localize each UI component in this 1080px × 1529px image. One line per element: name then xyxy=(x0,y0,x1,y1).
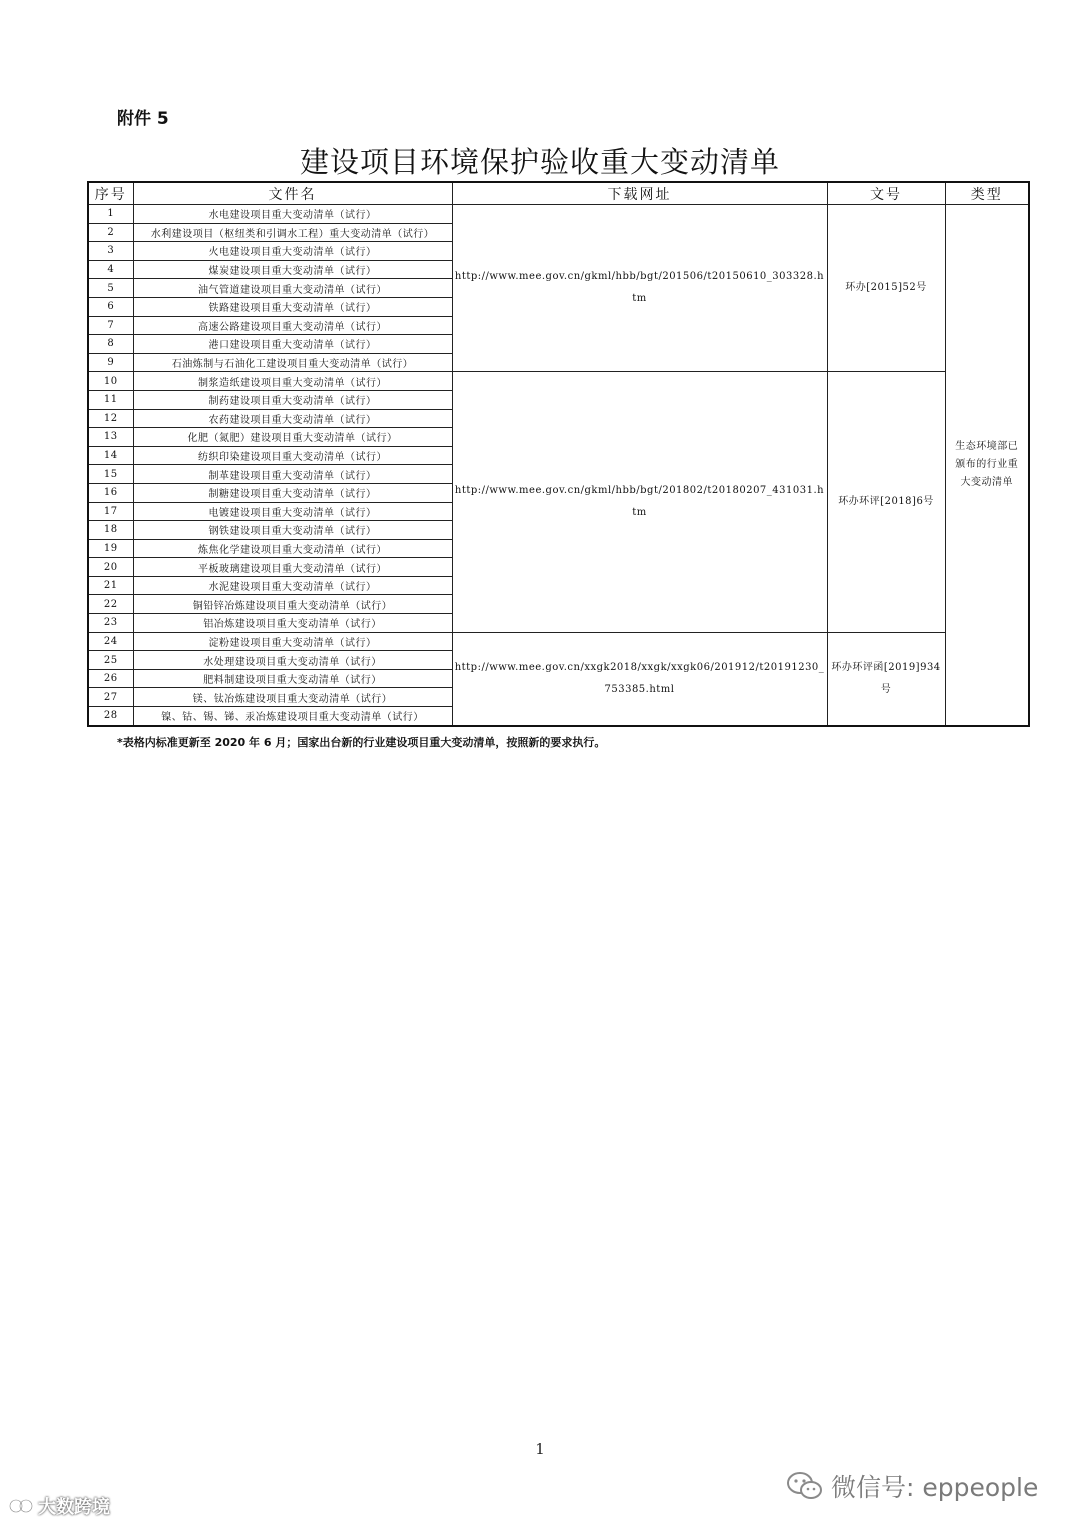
file-name: 化肥（氮肥）建设项目重大变动清单（试行） xyxy=(133,428,452,447)
row-number: 18 xyxy=(88,521,133,540)
wechat-icon xyxy=(785,1470,825,1502)
file-name: 炼焦化学建设项目重大变动清单（试行） xyxy=(133,539,452,558)
doc-number: 环办[2015]52号 xyxy=(827,205,945,372)
file-name: 高速公路建设项目重大变动清单（试行） xyxy=(133,316,452,335)
file-name: 水利建设项目（枢纽类和引调水工程）重大变动清单（试行） xyxy=(133,223,452,242)
header-no: 序号 xyxy=(88,182,133,205)
file-name: 煤炭建设项目重大变动清单（试行） xyxy=(133,260,452,279)
file-name: 镍、钴、锡、锑、汞冶炼建设项目重大变动清单（试行） xyxy=(133,707,452,726)
row-number: 11 xyxy=(88,390,133,409)
row-number: 15 xyxy=(88,465,133,484)
file-name: 石油炼制与石油化工建设项目重大变动清单（试行） xyxy=(133,353,452,372)
header-download-url: 下载网址 xyxy=(452,182,827,205)
row-number: 13 xyxy=(88,428,133,447)
file-name: 制浆造纸建设项目重大变动清单（试行） xyxy=(133,372,452,391)
download-url[interactable]: http://www.mee.gov.cn/gkml/hbb/bgt/201802/t20180207_431031.htm xyxy=(452,372,827,632)
file-name: 纺织印染建设项目重大变动清单（试行） xyxy=(133,446,452,465)
table-row xyxy=(88,372,1029,391)
row-number: 28 xyxy=(88,707,133,726)
row-number: 5 xyxy=(88,279,133,298)
file-name: 铁路建设项目重大变动清单（试行） xyxy=(133,297,452,316)
row-number: 10 xyxy=(88,372,133,391)
row-number: 20 xyxy=(88,558,133,577)
file-name: 平板玻璃建设项目重大变动清单（试行） xyxy=(133,558,452,577)
file-name: 制革建设项目重大变动清单（试行） xyxy=(133,465,452,484)
row-number: 9 xyxy=(88,353,133,372)
file-name: 铝冶炼建设项目重大变动清单（试行） xyxy=(133,614,452,633)
row-number: 16 xyxy=(88,483,133,502)
file-name: 铜铅锌冶炼建设项目重大变动清单（试行） xyxy=(133,595,452,614)
download-url[interactable]: http://www.mee.gov.cn/gkml/hbb/bgt/201506/t20150610_303328.htm xyxy=(452,205,827,372)
file-name: 油气管道建设项目重大变动清单（试行） xyxy=(133,279,452,298)
file-name: 火电建设项目重大变动清单（试行） xyxy=(133,242,452,261)
row-number: 24 xyxy=(88,632,133,651)
header-type: 类型 xyxy=(945,182,1029,205)
table-header-row xyxy=(88,182,1029,205)
doc-number: 环办环评[2018]6号 xyxy=(827,372,945,632)
row-number: 17 xyxy=(88,502,133,521)
watermark-left-text: 大数跨境 xyxy=(38,1497,110,1518)
download-url[interactable]: http://www.mee.gov.cn/xxgk2018/xxgk/xxgk06/201912/t20191230_753385.html xyxy=(452,632,827,725)
file-name: 镁、钛冶炼建设项目重大变动清单（试行） xyxy=(133,688,452,707)
file-name: 水泥建设项目重大变动清单（试行） xyxy=(133,576,452,595)
file-name: 水处理建设项目重大变动清单（试行） xyxy=(133,651,452,670)
file-name: 制糖建设项目重大变动清单（试行） xyxy=(133,483,452,502)
row-number: 3 xyxy=(88,242,133,261)
watermark-right-text: 微信号: eppeople xyxy=(831,1473,1039,1502)
row-number: 25 xyxy=(88,651,133,670)
file-name: 水电建设项目重大变动清单（试行） xyxy=(133,205,452,224)
watermark-right xyxy=(785,1468,1038,1504)
page-number: 1 xyxy=(535,1440,545,1458)
header-doc-number: 文号 xyxy=(827,182,945,205)
row-number: 21 xyxy=(88,576,133,595)
file-name: 淀粉建设项目重大变动清单（试行） xyxy=(133,632,452,651)
row-number: 26 xyxy=(88,669,133,688)
brand-logo-icon xyxy=(8,1497,34,1515)
type-cell: 生态环境部已颁布的行业重大变动清单 xyxy=(945,205,1029,726)
row-number: 23 xyxy=(88,614,133,633)
row-number: 12 xyxy=(88,409,133,428)
row-number: 8 xyxy=(88,335,133,354)
header-file-name: 文件名 xyxy=(133,182,452,205)
row-number: 2 xyxy=(88,223,133,242)
row-number: 7 xyxy=(88,316,133,335)
watermark-left xyxy=(8,1493,110,1519)
file-name: 钢铁建设项目重大变动清单（试行） xyxy=(133,521,452,540)
changes-table xyxy=(87,181,1030,727)
row-number: 19 xyxy=(88,539,133,558)
file-name: 农药建设项目重大变动清单（试行） xyxy=(133,409,452,428)
row-number: 4 xyxy=(88,260,133,279)
document-title: 建设项目环境保护验收重大变动清单 xyxy=(299,145,780,179)
doc-number: 环办环评函[2019]934号 xyxy=(827,632,945,725)
attachment-label: 附件 5 xyxy=(117,109,169,129)
row-number: 1 xyxy=(88,205,133,224)
file-name: 港口建设项目重大变动清单（试行） xyxy=(133,335,452,354)
row-number: 22 xyxy=(88,595,133,614)
table-row xyxy=(88,632,1029,651)
table-body xyxy=(88,205,1029,726)
file-name: 制药建设项目重大变动清单（试行） xyxy=(133,390,452,409)
row-number: 6 xyxy=(88,297,133,316)
table-row xyxy=(88,205,1029,224)
file-name: 电镀建设项目重大变动清单（试行） xyxy=(133,502,452,521)
file-name: 肥料制建设项目重大变动清单（试行） xyxy=(133,669,452,688)
row-number: 27 xyxy=(88,688,133,707)
footnote: *表格内标准更新至 2020 年 6 月；国家出台新的行业建设项目重大变动清单，按照新的要求执行。 xyxy=(117,736,606,749)
row-number: 14 xyxy=(88,446,133,465)
